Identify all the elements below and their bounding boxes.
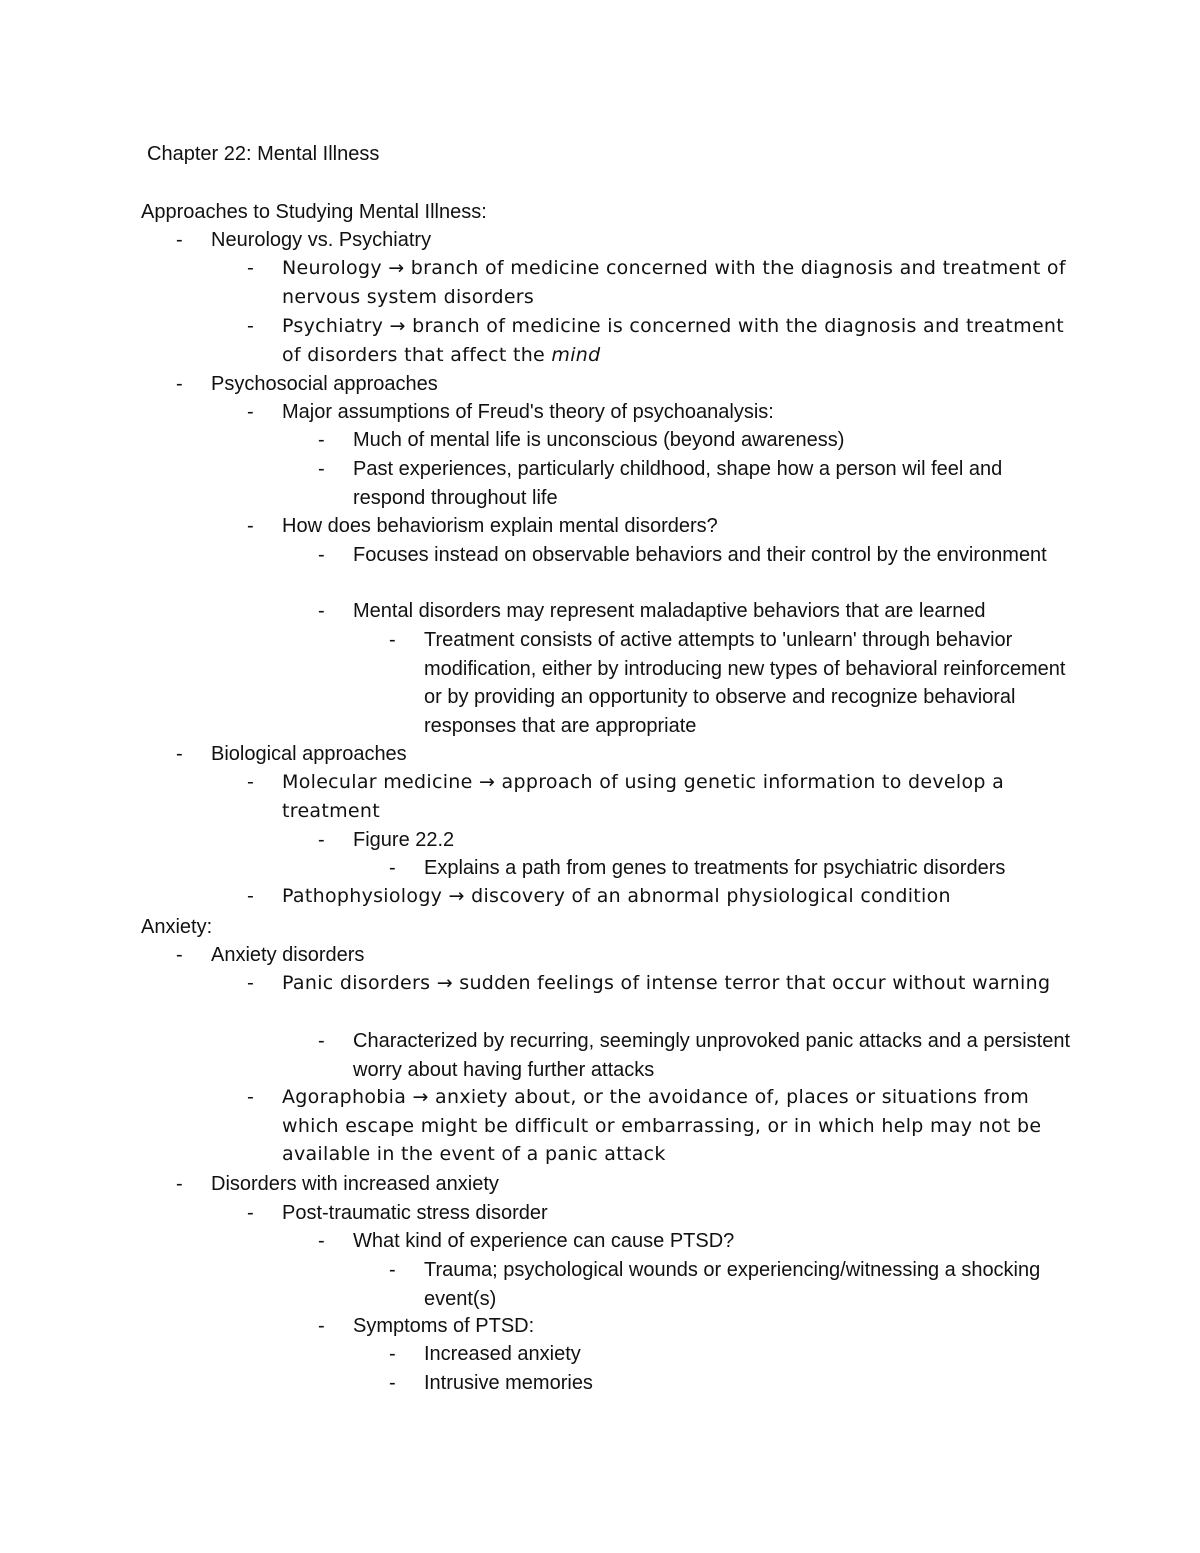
list-item: - Trauma; psychological wounds or experiencing/witnessing a shocking event(s)	[389, 1259, 1041, 1310]
list-item: - Neurology vs. Psychiatry	[176, 229, 432, 251]
list-item: - Disorders with increased anxiety	[176, 1173, 499, 1195]
list-item: - Molecular medicine → approach of using genetic information to develop a treatment	[247, 771, 1005, 822]
list-item: - Panic disorders → sudden feelings of intense terror that occur without warning	[247, 972, 1051, 994]
list-item: - Psychosocial approaches	[176, 373, 438, 395]
document-title: Chapter 22: Mental Illness	[147, 143, 380, 165]
list-item: - Much of mental life is unconscious (beyond awareness)	[318, 429, 845, 451]
list-item: - Intrusive memories	[389, 1372, 593, 1394]
emphasis-text: mind	[551, 343, 601, 366]
list-item: - Major assumptions of Freud's theory of psychoanalysis:	[247, 401, 774, 423]
list-item: - Explains a path from genes to treatments for psychiatric disorders	[389, 857, 1006, 879]
list-item: - Post-traumatic stress disorder	[247, 1202, 548, 1224]
list-item: - How does behaviorism explain mental disorders?	[247, 515, 718, 537]
list-item: - Focuses instead on observable behaviors and their control by the environment	[318, 544, 1047, 566]
list-item: - Figure 22.2	[318, 829, 455, 851]
list-item: - Treatment consists of active attempts to 'unlearn' through behavior modification, either by introducing new types of behavioral reinforcement or by providing an opportunity to observe and recognize behavioral responses that are appropriate	[389, 629, 1066, 738]
list-item: - Agoraphobia → anxiety about, or the avoidance of, places or situations from which escape might be difficult or embarrassing, or in which help may not be available in the event of a panic attack	[247, 1086, 1042, 1166]
list-item: - Increased anxiety	[389, 1343, 581, 1365]
list-item: - Mental disorders may represent maladaptive behaviors that are learned	[318, 600, 986, 622]
section-heading-anxiety: Anxiety:	[141, 916, 213, 938]
list-item: - What kind of experience can cause PTSD?	[318, 1230, 735, 1252]
list-item: - Characterized by recurring, seemingly unprovoked panic attacks and a persistent worry about having further attacks	[318, 1030, 1071, 1081]
list-item: - Anxiety disorders	[176, 944, 365, 966]
list-item: - Past experiences, particularly childhood, shape how a person wil feel and respond throughout life	[318, 458, 1003, 509]
list-item: - Symptoms of PTSD:	[318, 1315, 535, 1337]
list-item: - Biological approaches	[176, 743, 407, 765]
list-item: - Psychiatry → branch of medicine is concerned with the diagnosis and treatment of disorders that affect the mind	[247, 315, 1065, 366]
list-item: - Pathophysiology → discovery of an abnormal physiological condition	[247, 885, 951, 907]
list-item: - Neurology → branch of medicine concerned with the diagnosis and treatment of nervous system disorders	[247, 257, 1066, 308]
section-heading-approaches: Approaches to Studying Mental Illness:	[141, 201, 487, 223]
